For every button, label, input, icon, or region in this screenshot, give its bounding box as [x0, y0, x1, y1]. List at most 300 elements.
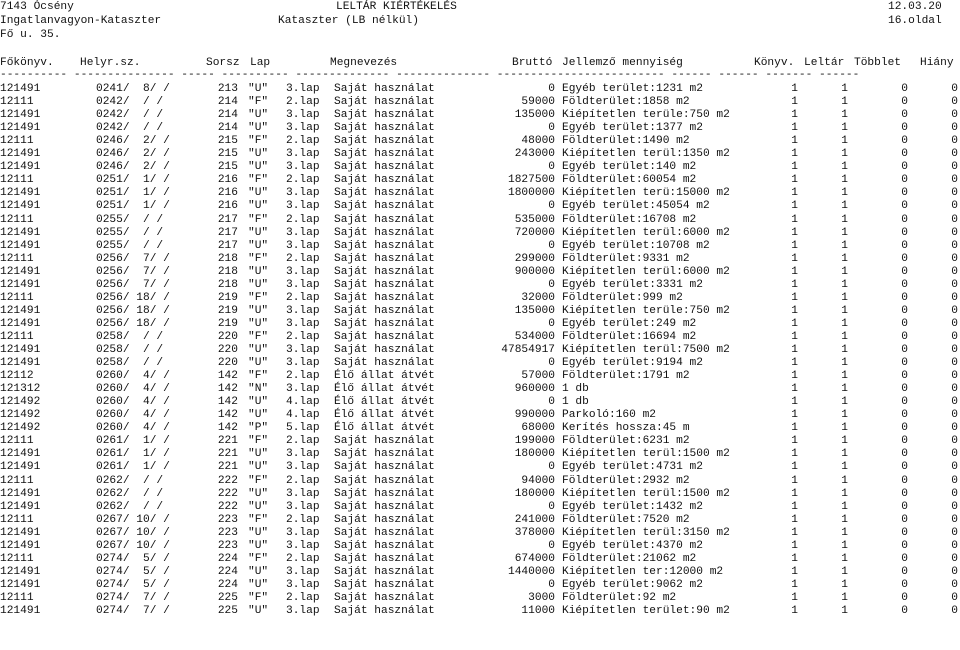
gross-value: 59000 — [521, 96, 555, 109]
surplus: 0 — [901, 591, 908, 604]
surplus: 0 — [901, 252, 908, 265]
book-quantity: 1 — [791, 422, 798, 435]
characteristic-quantity: Kiépítetlen terül:6000 m2 — [562, 265, 730, 278]
parcel-number: 0262/ / / — [96, 474, 164, 487]
description: Saját használat — [334, 344, 435, 356]
shortage: 0 — [951, 291, 958, 304]
serial-number: 214 — [217, 122, 238, 135]
characteristic-quantity: Egyéb terület:249 m2 — [562, 317, 697, 330]
gross-value: 57000 — [521, 370, 555, 383]
parcel-number: 0274/ 5/ / — [96, 552, 170, 565]
surplus: 0 — [901, 526, 908, 539]
ledger-account: 121491 — [0, 239, 41, 252]
inventory-quantity: 1 — [841, 474, 848, 487]
serial-number: 224 — [217, 565, 238, 578]
shortage: 0 — [951, 330, 958, 343]
sheet-type: "F" — [248, 96, 269, 109]
book-quantity: 1 — [791, 96, 798, 109]
parcel-number: 0255/ / / — [96, 226, 164, 239]
book-quantity: 1 — [791, 591, 798, 604]
inventory-quantity: 1 — [841, 565, 848, 578]
ledger-account: 12111 — [0, 252, 34, 265]
characteristic-quantity: Kiépítetlen terül:6000 m2 — [562, 226, 730, 239]
characteristic-quantity: Parkoló:160 m2 — [562, 409, 656, 422]
ledger-account: 121491 — [0, 187, 41, 200]
characteristic-quantity: Földterület:7520 m2 — [562, 513, 690, 526]
characteristic-quantity: Földterület:16708 m2 — [562, 213, 697, 226]
sheet-name: 3.lap — [286, 487, 320, 500]
shortage: 0 — [951, 161, 958, 174]
characteristic-quantity: Egyéb terület:140 m2 — [562, 161, 697, 174]
sheet-type: "U" — [248, 500, 269, 513]
surplus: 0 — [901, 330, 908, 343]
description: Saját használat — [334, 213, 435, 226]
gross-value: 135000 — [514, 304, 555, 317]
ledger-account: 121491 — [0, 265, 41, 278]
serial-number: 220 — [217, 330, 238, 343]
surplus: 0 — [901, 474, 908, 487]
inventory-quantity: 1 — [841, 383, 848, 396]
surplus: 0 — [901, 344, 908, 356]
inventory-quantity: 1 — [841, 605, 848, 617]
description: Saját használat — [334, 448, 435, 461]
sheet-name: 3.lap — [286, 278, 320, 291]
book-quantity: 1 — [791, 213, 798, 226]
sheet-type: "U" — [248, 396, 269, 409]
characteristic-quantity: Földterület:1858 m2 — [562, 96, 690, 109]
shortage: 0 — [951, 487, 958, 500]
sheet-name: 3.lap — [286, 148, 320, 161]
description: Saját használat — [334, 435, 435, 448]
serial-number: 220 — [217, 344, 238, 356]
sheet-type: "U" — [248, 578, 269, 591]
characteristic-quantity: Egyéb terület:9194 m2 — [562, 357, 703, 370]
sheet-type: "U" — [248, 344, 269, 356]
shortage: 0 — [951, 605, 958, 617]
book-quantity: 1 — [791, 122, 798, 135]
characteristic-quantity: Egyéb terület:3331 m2 — [562, 278, 703, 291]
sheet-name: 3.lap — [286, 265, 320, 278]
description: Saját használat — [334, 539, 435, 552]
sheet-type: "U" — [248, 83, 269, 95]
description: Élő állat átvét — [334, 422, 435, 435]
shortage: 0 — [951, 409, 958, 422]
parcel-number: 0260/ 4/ / — [96, 383, 170, 396]
description: Saját használat — [334, 461, 435, 474]
ledger-account: 12111 — [0, 213, 34, 226]
ledger-account: 121492 — [0, 409, 41, 422]
ledger-account: 121491 — [0, 226, 41, 239]
gross-value: 0 — [548, 578, 555, 591]
parcel-number: 0242/ / / — [96, 96, 164, 109]
column-header: Sorsz — [206, 57, 240, 69]
surplus: 0 — [901, 448, 908, 461]
surplus: 0 — [901, 161, 908, 174]
book-quantity: 1 — [791, 500, 798, 513]
inventory-quantity: 1 — [841, 539, 848, 552]
description: Saját használat — [334, 265, 435, 278]
report-date: 12.03.20 — [888, 1, 942, 13]
characteristic-quantity: Egyéb terület:45054 m2 — [562, 200, 710, 213]
description: Saját használat — [334, 578, 435, 591]
ledger-account: 121491 — [0, 539, 41, 552]
sheet-type: "F" — [248, 174, 269, 187]
sheet-type: "F" — [248, 552, 269, 565]
parcel-number: 0256/ 18/ / — [96, 317, 170, 330]
sheet-type: "U" — [248, 239, 269, 252]
ledger-account: 121491 — [0, 200, 41, 213]
characteristic-quantity: Földterület:60054 m2 — [562, 174, 697, 187]
parcel-number: 0256/ 7/ / — [96, 278, 170, 291]
serial-number: 214 — [217, 96, 238, 109]
shortage: 0 — [951, 591, 958, 604]
sheet-type: "U" — [248, 109, 269, 122]
shortage: 0 — [951, 213, 958, 226]
serial-number: 217 — [217, 226, 238, 239]
book-quantity: 1 — [791, 435, 798, 448]
ledger-account: 121491 — [0, 605, 41, 617]
parcel-number: 0251/ 1/ / — [96, 187, 170, 200]
gross-value: 94000 — [521, 474, 555, 487]
parcel-number: 0260/ 4/ / — [96, 370, 170, 383]
book-quantity: 1 — [791, 226, 798, 239]
book-quantity: 1 — [791, 83, 798, 95]
description: Saját használat — [334, 304, 435, 317]
inventory-quantity: 1 — [841, 344, 848, 356]
gross-value: 0 — [548, 239, 555, 252]
inventory-quantity: 1 — [841, 513, 848, 526]
inventory-quantity: 1 — [841, 135, 848, 148]
surplus: 0 — [901, 135, 908, 148]
surplus: 0 — [901, 383, 908, 396]
sheet-name: 3.lap — [286, 500, 320, 513]
ledger-account: 121491 — [0, 357, 41, 370]
surplus: 0 — [901, 370, 908, 383]
ledger-account: 12111 — [0, 96, 34, 109]
serial-number: 218 — [217, 278, 238, 291]
column-header: Helyr.sz. — [80, 57, 141, 69]
sheet-name: 3.lap — [286, 122, 320, 135]
gross-value: 11000 — [521, 605, 555, 617]
sheet-name: 2.lap — [286, 135, 320, 148]
table-row — [0, 604, 960, 619]
parcel-number: 0274/ 7/ / — [96, 605, 170, 617]
sheet-type: "F" — [248, 435, 269, 448]
parcel-number: 0258/ / / — [96, 330, 164, 343]
serial-number: 218 — [217, 252, 238, 265]
ledger-account: 12111 — [0, 135, 34, 148]
characteristic-quantity: Kiépítetlen terül:7500 m2 — [562, 344, 730, 356]
inventory-quantity: 1 — [841, 252, 848, 265]
inventory-quantity: 1 — [841, 239, 848, 252]
characteristic-quantity: Földterület:1490 m2 — [562, 135, 690, 148]
book-quantity: 1 — [791, 409, 798, 422]
characteristic-quantity: Kiépítetlen terül:1500 m2 — [562, 487, 730, 500]
characteristic-quantity: Kerítés hossza:45 m — [562, 422, 690, 435]
parcel-number: 0261/ 1/ / — [96, 435, 170, 448]
book-quantity: 1 — [791, 487, 798, 500]
book-quantity: 1 — [791, 344, 798, 356]
gross-value: 0 — [548, 161, 555, 174]
sheet-type: "F" — [248, 513, 269, 526]
report-subtitle: Kataszter (LB nélkül) — [278, 15, 419, 27]
surplus: 0 — [901, 552, 908, 565]
characteristic-quantity: Kiépítetlen terül:1500 m2 — [562, 448, 730, 461]
sheet-type: "F" — [248, 213, 269, 226]
serial-number: 215 — [217, 135, 238, 148]
characteristic-quantity: 1 db — [562, 383, 589, 396]
gross-value: 1827500 — [508, 174, 555, 187]
surplus: 0 — [901, 304, 908, 317]
sheet-name: 2.lap — [286, 370, 320, 383]
gross-value: 1800000 — [508, 187, 555, 200]
ledger-account: 12111 — [0, 330, 34, 343]
surplus: 0 — [901, 291, 908, 304]
characteristic-quantity: Kiépítetlen terül:3150 m2 — [562, 526, 730, 539]
characteristic-quantity: Egyéb terület:1377 m2 — [562, 122, 703, 135]
inventory-quantity: 1 — [841, 435, 848, 448]
page-number: 16.oldal — [888, 15, 942, 27]
description: Saját használat — [334, 187, 435, 200]
book-quantity: 1 — [791, 513, 798, 526]
sheet-name: 3.lap — [286, 565, 320, 578]
sheet-name: 3.lap — [286, 344, 320, 356]
surplus: 0 — [901, 409, 908, 422]
serial-number: 221 — [217, 448, 238, 461]
gross-value: 720000 — [514, 226, 555, 239]
book-quantity: 1 — [791, 565, 798, 578]
ledger-account: 121491 — [0, 487, 41, 500]
gross-value: 3000 — [528, 591, 555, 604]
surplus: 0 — [901, 578, 908, 591]
shortage: 0 — [951, 578, 958, 591]
sheet-name: 3.lap — [286, 605, 320, 617]
parcel-number: 0260/ 4/ / — [96, 396, 170, 409]
book-quantity: 1 — [791, 161, 798, 174]
shortage: 0 — [951, 448, 958, 461]
description: Saját használat — [334, 330, 435, 343]
parcel-number: 0256/ 18/ / — [96, 304, 170, 317]
surplus: 0 — [901, 278, 908, 291]
inventory-quantity: 1 — [841, 291, 848, 304]
shortage: 0 — [951, 226, 958, 239]
shortage: 0 — [951, 239, 958, 252]
description: Saját használat — [334, 552, 435, 565]
parcel-number: 0242/ / / — [96, 109, 164, 122]
inventory-quantity: 1 — [841, 83, 848, 95]
sheet-type: "U" — [248, 317, 269, 330]
sheet-name: 3.lap — [286, 383, 320, 396]
serial-number: 222 — [217, 487, 238, 500]
description: Saját használat — [334, 278, 435, 291]
book-quantity: 1 — [791, 383, 798, 396]
book-quantity: 1 — [791, 135, 798, 148]
sheet-name: 3.lap — [286, 539, 320, 552]
surplus: 0 — [901, 513, 908, 526]
parcel-number: 0255/ / / — [96, 213, 164, 226]
surplus: 0 — [901, 226, 908, 239]
book-quantity: 1 — [791, 474, 798, 487]
parcel-number: 0256/ 18/ / — [96, 291, 170, 304]
characteristic-quantity: Egyéb terület:4370 m2 — [562, 539, 703, 552]
parcel-number: 0246/ 2/ / — [96, 135, 170, 148]
gross-value: 243000 — [514, 148, 555, 161]
inventory-quantity: 1 — [841, 330, 848, 343]
shortage: 0 — [951, 83, 958, 95]
gross-value: 900000 — [514, 265, 555, 278]
parcel-number: 0251/ 1/ / — [96, 174, 170, 187]
column-header: Bruttó — [512, 57, 553, 69]
serial-number: 220 — [217, 357, 238, 370]
parcel-number: 0251/ 1/ / — [96, 200, 170, 213]
book-quantity: 1 — [791, 539, 798, 552]
surplus: 0 — [901, 539, 908, 552]
municipality-address: Fő u. 35. — [0, 29, 61, 41]
inventory-quantity: 1 — [841, 357, 848, 370]
ledger-account: 121491 — [0, 526, 41, 539]
surplus: 0 — [901, 461, 908, 474]
serial-number: 222 — [217, 474, 238, 487]
report-category: Ingatlanvagyon-Kataszter — [0, 15, 162, 27]
header-line-1 — [0, 0, 960, 15]
gross-value: 32000 — [521, 291, 555, 304]
description: Saját használat — [334, 526, 435, 539]
shortage: 0 — [951, 500, 958, 513]
book-quantity: 1 — [791, 461, 798, 474]
description: Saját használat — [334, 317, 435, 330]
column-header: Főkönyv. — [0, 57, 54, 69]
ledger-account: 12111 — [0, 474, 34, 487]
serial-number: 215 — [217, 161, 238, 174]
description: Saját használat — [334, 96, 435, 109]
description: Saját használat — [334, 357, 435, 370]
shortage: 0 — [951, 435, 958, 448]
serial-number: 216 — [217, 174, 238, 187]
inventory-quantity: 1 — [841, 278, 848, 291]
gross-value: 535000 — [514, 213, 555, 226]
surplus: 0 — [901, 487, 908, 500]
description: Saját használat — [334, 226, 435, 239]
report-title: LELTÁR KIÉRTÉKELÉS — [336, 1, 457, 13]
ledger-account: 12111 — [0, 291, 34, 304]
parcel-number: 0241/ 8/ / — [96, 83, 170, 95]
serial-number: 223 — [217, 539, 238, 552]
surplus: 0 — [901, 605, 908, 617]
ledger-account: 121312 — [0, 383, 41, 396]
ledger-account: 12111 — [0, 174, 34, 187]
serial-number: 224 — [217, 552, 238, 565]
parcel-number: 0261/ 1/ / — [96, 461, 170, 474]
book-quantity: 1 — [791, 357, 798, 370]
description: Saját használat — [334, 239, 435, 252]
book-quantity: 1 — [791, 148, 798, 161]
description: Élő állat átvét — [334, 409, 435, 422]
ledger-account: 121491 — [0, 578, 41, 591]
characteristic-quantity: Kiépítetlen terüle:750 m2 — [562, 304, 730, 317]
serial-number: 217 — [217, 239, 238, 252]
book-quantity: 1 — [791, 174, 798, 187]
inventory-quantity: 1 — [841, 265, 848, 278]
sheet-type: "U" — [248, 605, 269, 617]
sheet-type: "U" — [248, 357, 269, 370]
book-quantity: 1 — [791, 317, 798, 330]
shortage: 0 — [951, 539, 958, 552]
book-quantity: 1 — [791, 304, 798, 317]
gross-value: 0 — [548, 461, 555, 474]
characteristic-quantity: Földterület:9331 m2 — [562, 252, 690, 265]
sheet-type: "F" — [248, 474, 269, 487]
sheet-name: 2.lap — [286, 174, 320, 187]
sheet-name: 3.lap — [286, 461, 320, 474]
book-quantity: 1 — [791, 605, 798, 617]
serial-number: 219 — [217, 304, 238, 317]
sheet-type: "U" — [248, 304, 269, 317]
sheet-name: 3.lap — [286, 109, 320, 122]
ledger-account: 121492 — [0, 422, 41, 435]
surplus: 0 — [901, 422, 908, 435]
sheet-type: "F" — [248, 591, 269, 604]
parcel-number: 0267/ 10/ / — [96, 513, 170, 526]
column-header: Hiány — [920, 57, 954, 69]
sheet-type: "U" — [248, 565, 269, 578]
column-header: Jellemző mennyiség — [562, 57, 683, 69]
book-quantity: 1 — [791, 448, 798, 461]
description: Élő állat átvét — [334, 370, 435, 383]
sheet-type: "U" — [248, 148, 269, 161]
sheet-name: 2.lap — [286, 330, 320, 343]
ledger-account: 121491 — [0, 344, 41, 356]
inventory-quantity: 1 — [841, 148, 848, 161]
serial-number: 213 — [217, 83, 238, 95]
book-quantity: 1 — [791, 265, 798, 278]
book-quantity: 1 — [791, 552, 798, 565]
sheet-type: "U" — [248, 161, 269, 174]
sheet-type: "U" — [248, 226, 269, 239]
characteristic-quantity: Egyéb terület:1432 m2 — [562, 500, 703, 513]
characteristic-quantity: Földterület:16694 m2 — [562, 330, 697, 343]
description: Saját használat — [334, 161, 435, 174]
inventory-quantity: 1 — [841, 187, 848, 200]
sheet-name: 2.lap — [286, 552, 320, 565]
serial-number: 225 — [217, 605, 238, 617]
shortage: 0 — [951, 344, 958, 356]
shortage: 0 — [951, 370, 958, 383]
characteristic-quantity: Kiépítetlen terü:15000 m2 — [562, 187, 730, 200]
characteristic-quantity: Kiépítetlen terület:90 m2 — [562, 605, 730, 617]
gross-value: 378000 — [514, 526, 555, 539]
gross-value: 299000 — [514, 252, 555, 265]
description: Saját használat — [334, 591, 435, 604]
serial-number: 216 — [217, 200, 238, 213]
description: Saját használat — [334, 200, 435, 213]
inventory-quantity: 1 — [841, 122, 848, 135]
serial-number: 216 — [217, 187, 238, 200]
sheet-name: 4.lap — [286, 409, 320, 422]
header-line-3 — [0, 28, 960, 43]
surplus: 0 — [901, 357, 908, 370]
shortage: 0 — [951, 513, 958, 526]
sheet-name: 3.lap — [286, 83, 320, 95]
sheet-type: "N" — [248, 383, 269, 396]
serial-number: 215 — [217, 148, 238, 161]
description: Saját használat — [334, 174, 435, 187]
surplus: 0 — [901, 317, 908, 330]
ledger-account: 12112 — [0, 370, 34, 383]
serial-number: 222 — [217, 500, 238, 513]
book-quantity: 1 — [791, 330, 798, 343]
characteristic-quantity: 1 db — [562, 396, 589, 409]
ledger-account: 121491 — [0, 83, 41, 95]
